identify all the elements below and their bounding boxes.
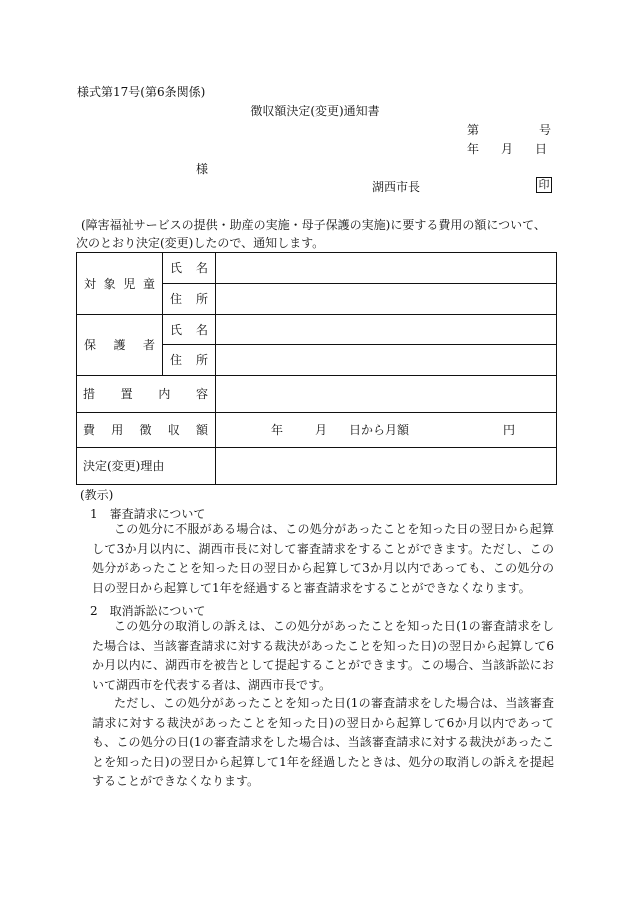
fee-field[interactable]	[216, 413, 557, 448]
child-address-field[interactable]	[216, 284, 557, 315]
child-name-field[interactable]	[216, 253, 557, 284]
intro-line-1: (障害福祉サービスの提供・助産の実施・母子保護の実施)に要する費用の額について、	[81, 218, 546, 232]
measure-label: 措 置 内 容	[83, 387, 208, 401]
reason-field[interactable]	[216, 448, 557, 485]
sender-name: 湖西市長	[372, 180, 421, 194]
date-day-label: 日	[535, 142, 548, 156]
guardian-label-cell	[77, 315, 163, 376]
notice-table	[76, 252, 557, 485]
fee-year-label: 年	[271, 423, 284, 437]
section2-heading: 2 取消訴訟について	[90, 604, 206, 618]
seal-stamp: 印	[536, 177, 552, 193]
guardian-label: 保 護 者	[84, 338, 155, 352]
fee-label-cell	[77, 413, 216, 448]
document-number-suffix: 号	[539, 123, 552, 137]
child-address-label: 住 所	[163, 284, 216, 315]
measure-field[interactable]	[216, 376, 557, 413]
guardian-name-field[interactable]	[216, 315, 557, 345]
fee-label: 費 用 徴 収 額	[83, 423, 208, 437]
measure-label-cell	[77, 376, 216, 413]
section1-heading: 1 審査請求について	[90, 507, 206, 521]
date-year-label: 年	[467, 142, 480, 156]
section2-text-1: この処分の取消しの訴えは、この処分があったことを知った日(1の審査請求をした場合は、当該審査請求に対する裁決があったことを知った日)の翌日から起算して6か月以内に、湖西市を被告として提起することができます。この場合、当該訴訟において湖西市を代表する者は、湖西市長です。	[92, 619, 554, 692]
document-number-label: 第	[467, 123, 480, 137]
instructions-label: (教示)	[80, 488, 114, 502]
fee-from-label: 日から月額	[349, 423, 410, 437]
guardian-address-field[interactable]	[216, 345, 557, 376]
guardian-address-label: 住 所	[163, 345, 216, 376]
intro-line-2: 次のとおり決定(変更)したので、通知します。	[76, 236, 325, 250]
child-label-cell	[77, 253, 163, 315]
form-number: 様式第17号(第6条関係)	[77, 85, 206, 99]
guardian-name-label: 氏 名	[163, 315, 216, 345]
addressee-suffix: 様	[196, 162, 209, 176]
fee-yen-label: 円	[503, 423, 516, 437]
fee-month-label: 月	[315, 423, 328, 437]
reason-label: 決定(変更)理由	[77, 448, 216, 485]
document-title: 徴収額決定(変更)通知書	[250, 104, 380, 118]
section2-text-2: ただし、この処分があったことを知った日(1の審査請求をした場合は、当該審査請求に対する裁決があったことを知った日)の翌日から起算して6か月以内であっても、この処分の日(1の審査請求をした場合は、当該審査請求に対する裁決があったことを知った日)の翌日から起算して1年を経過したときは、処分の取消しの訴えを提起することができなくなります。	[92, 696, 554, 788]
section1-text: この処分に不服がある場合は、この処分があったことを知った日の翌日から起算して3か月以内に、湖西市長に対して審査請求をすることができます。ただし、この処分があったことを知った日の翌日から起算して3か月以内であっても、この処分の日の翌日から起算して1年を経過すると審査請求をすることができなくなります。	[92, 522, 554, 595]
child-name-label: 氏 名	[163, 253, 216, 284]
date-month-label: 月	[501, 142, 514, 156]
issue-date	[467, 142, 547, 156]
child-label: 対 象 児 童	[84, 276, 155, 291]
